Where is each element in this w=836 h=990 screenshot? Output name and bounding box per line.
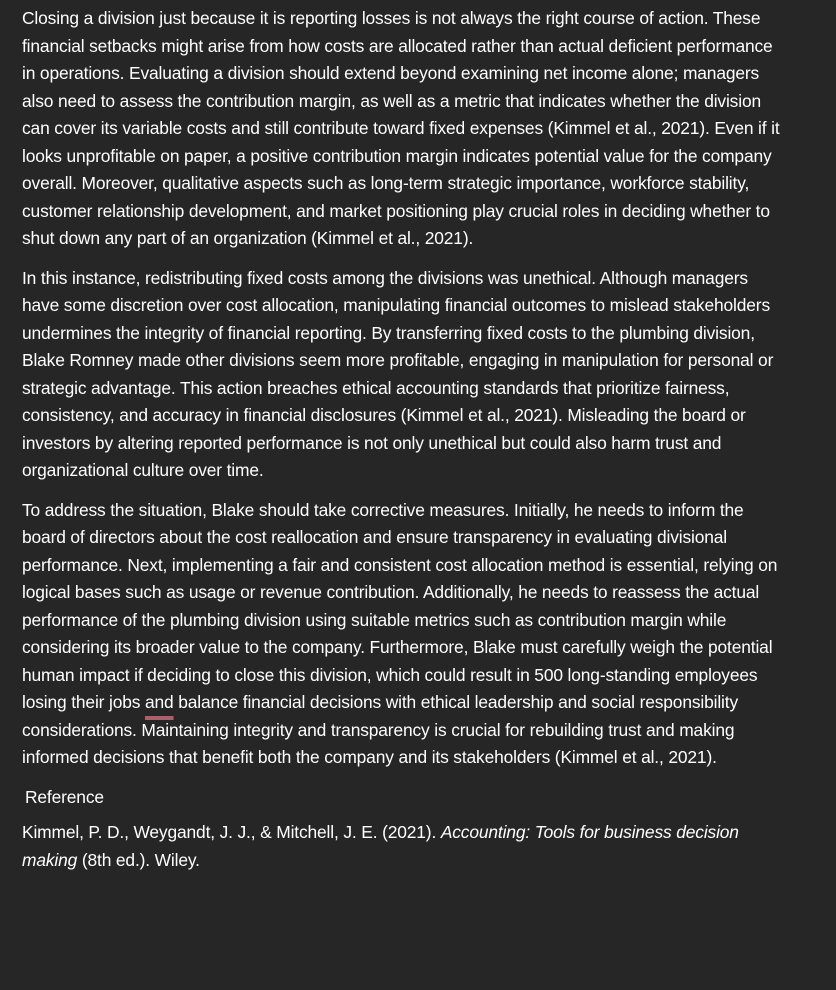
paragraph-3-text-after: balance financial decisions with ethical leadership and social responsibility considerations. Maintaining integrity and transparency is crucial for rebuilding trust and making informed decisions that benefit both the company and its stakeholders (Kimmel et al., 2021). [22,692,738,767]
paragraph-1: Closing a division just because it is reporting losses is not always the right course of action. These financial setbacks might arise from how costs are allocated rather than actual deficient performance in operations. Evaluating a division should extend beyond examining net income alone; managers also need to assess the contribution margin, as well as a metric that indicates whether the division can cover its variable costs and still contribute toward fixed expenses (Kimmel et al., 2021). Even if it looks unprofitable on paper, a positive contribution margin indicates potential value for the company overall. Moreover, qualitative aspects such as long-term strategic importance, workforce stability, customer relationship development, and market positioning play crucial roles in deciding whether to shut down any part of an organization (Kimmel et al., 2021). [22,8,780,248]
flagged-word[interactable]: and [144,692,174,712]
reference-title: Accounting: Tools for business decision making [22,822,739,870]
reference-entry [22,819,786,874]
paragraph-2: In this instance, redistributing fixed costs among the divisions was unethical. Although managers have some discretion over cost allocation, manipulating financial outcomes to mislead stakeholders undermines the integrity of financial reporting. By transferring fixed costs to the plumbing division, Blake Romney made other divisions seem more profitable, engaging in manipulation for personal or strategic advantage. This action breaches ethical accounting standards that prioritize fairness, consistency, and accuracy in financial disclosures (Kimmel et al., 2021). Misleading the board or investors by altering reported performance is not only unethical but could also harm trust and organizational culture over time. [22,267,774,480]
reference-edition-publisher: (8th ed.). Wiley. [77,849,200,870]
reference-authors: Kimmel, P. D., Weygandt, J. J., & Mitchell, J. E. (2021). [22,822,441,842]
paragraph-3-text-before: To address the situation, Blake should take corrective measures. Initially, he needs to inform the board of directors about the cost reallocation and ensure transparency in evaluating divisional performance. Next, implementing a fair and consistent cost allocation method is essential, relying on logical bases such as usage or revenue contribution. Additionally, he needs to reassess the actual performance of the plumbing division using suitable metrics such as contribution margin while considering its broader value to the company. Furthermore, Blake must carefully weigh the potential human impact if deciding to close this division, which could result in 500 long-standing employees losing their jobs [22,499,778,712]
paragraph-3 [22,497,786,772]
reference-heading: Reference [25,786,104,807]
